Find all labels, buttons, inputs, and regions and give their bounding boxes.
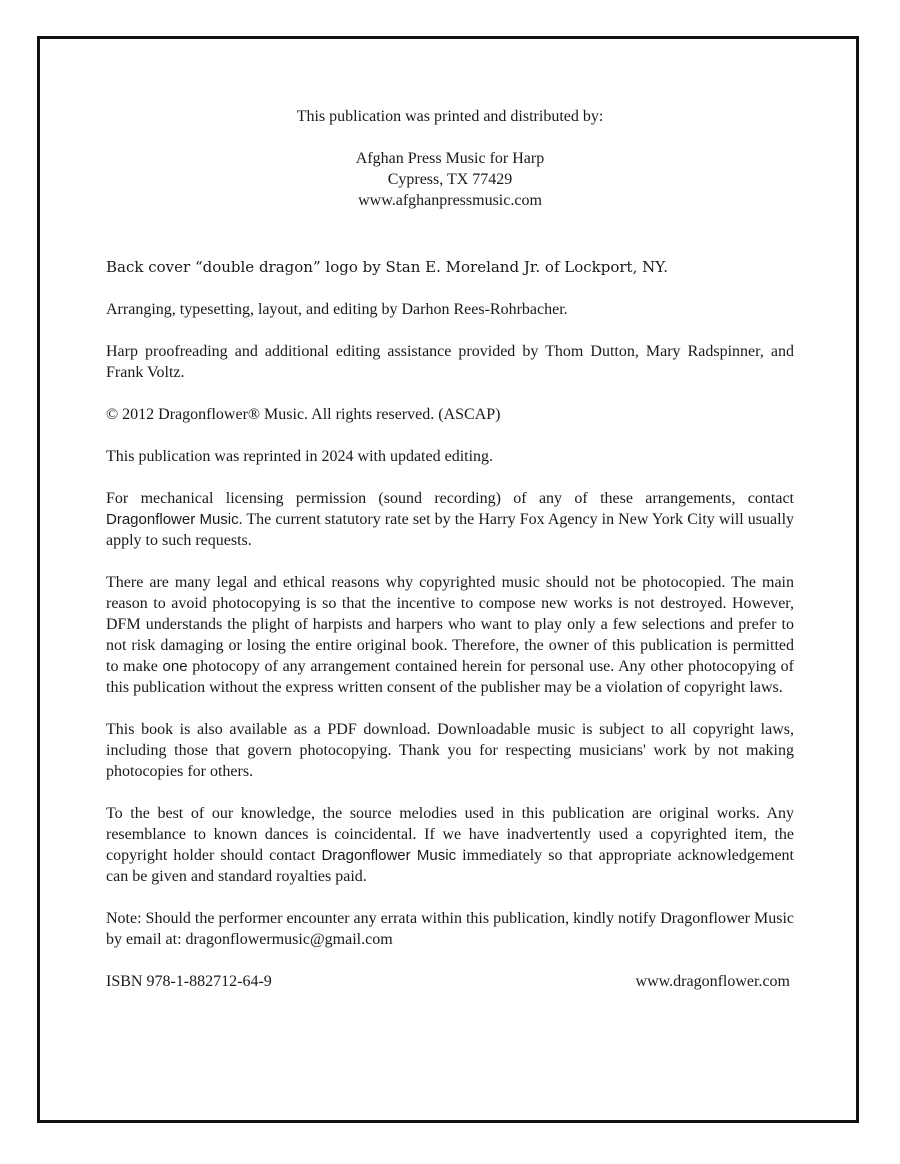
licensing-text-after: . The current statutory rate set by the Harry Fox Agency in New York City will usually apply to such requests. [106,511,795,549]
logo-credit: Back cover “double dragon” logo by Stan E. Moreland Jr. of Lockport, NY. [106,258,668,276]
licensing-company: Dragonflower Music [106,511,239,528]
isbn: ISBN 978-1-882712-64-9 [106,973,272,990]
proofreading-credit: Harp proofreading and additional editing assistance provided by Thom Dutton, Mary Radspinner, and Frank Voltz. [106,343,794,381]
licensing-text-before: For mechanical licensing permission (sound recording) of any of these arrangements, contact [106,490,794,507]
originality-paragraph [106,803,794,887]
arranging-credit: Arranging, typesetting, layout, and editing by Darhon Rees-Rohrbacher. [106,301,568,318]
photocopy-emphasis: one [162,658,188,675]
reprint-notice: This publication was reprinted in 2024 with updated editing. [106,448,494,465]
publisher-name: Afghan Press Music for Harp [355,150,545,167]
photocopy-text-after: photocopy of any arrangement contained herein for personal use. Any other photocopying of this publication without the express written consent of the publisher may be a violation of copyright laws. [106,658,795,696]
copyright-notice: © 2012 Dragonflower® Music. All rights reserved. (ASCAP) [106,406,501,423]
publisher-block [106,148,794,211]
originality-text-before: To the best of our knowledge, the source melodies used in this publication are original works. Any resemblance to known dances is coincidental. If we have inadvertently used a copyrighted item, the copyright holder should contact [106,805,794,864]
photocopy-text-before: There are many legal and ethical reasons why copyrighted music should not be photocopied. The main reason to avoid photocopying is so that the incentive to compose new works is not destroyed. However, DFM understands the plight of harpists and harpers who want to play only a few selections and prefer to not risk damaging or losing the entire original book. Therefore, the owner of this publication is permitted to make [106,574,794,675]
footer-row [106,971,794,992]
photocopy-paragraph [106,572,794,698]
originality-text-after: immediately so that appropriate acknowledgement can be given and standard royalties paid. [106,847,794,885]
publisher-city: Cypress, TX 77429 [387,171,513,188]
publisher-url: www.afghanpressmusic.com [358,192,542,209]
copyright-page [106,106,794,992]
printed-by-line: This publication was printed and distributed by: [296,108,604,125]
licensing-paragraph [106,488,794,551]
website-url: www.dragonflower.com [635,973,790,990]
originality-company: Dragonflower Music [321,847,457,864]
errata-paragraph: Note: Should the performer encounter any errata within this publication, kindly notify Dragonflower Music by email at: dragonflowermusic@gmail.com [106,910,794,948]
pdf-paragraph: This book is also available as a PDF download. Downloadable music is subject to all copyright laws, including those that govern photocopying. Thank you for respecting musicians' work by not making photocopies for others. [106,721,794,780]
